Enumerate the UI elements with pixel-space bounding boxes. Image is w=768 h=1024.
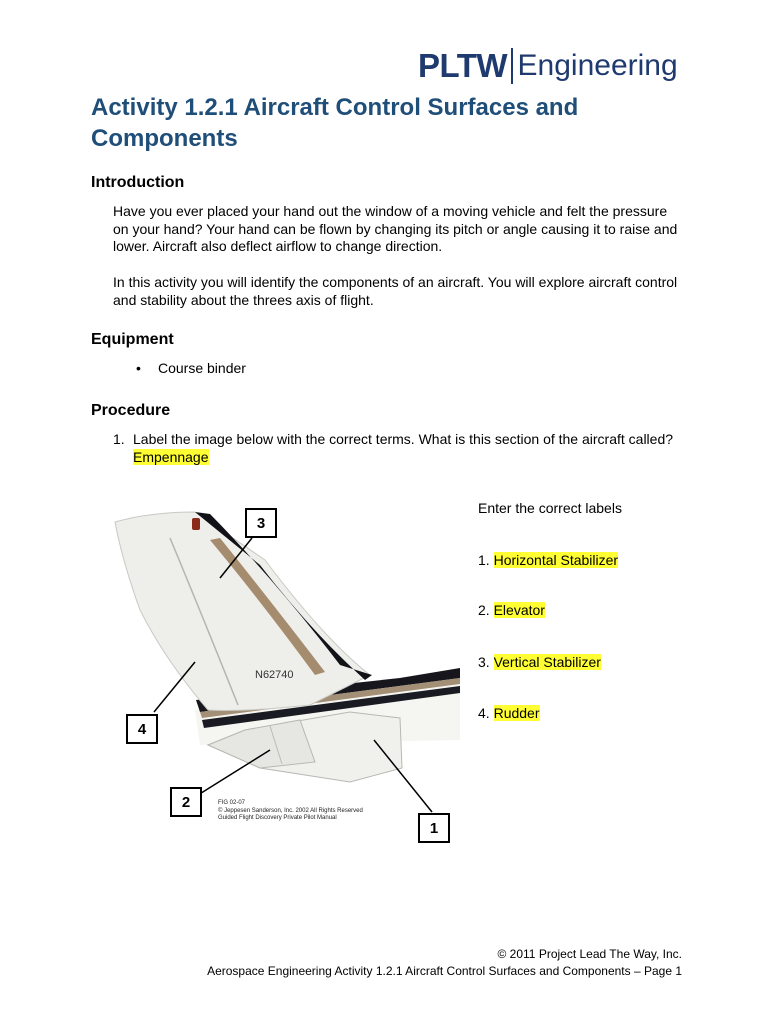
procedure-step-body	[133, 431, 683, 466]
procedure-step	[113, 431, 683, 466]
label-item-2	[478, 602, 545, 618]
pltw-logo	[418, 46, 678, 86]
label-item-1	[478, 552, 618, 568]
introduction-paragraph-1: Have you ever placed your hand out the window of a moving vehicle and felt the pressure on your hand? Your hand can be flown by changing its pitch or angle causing it to raise and lower. Aircraft also deflect airflow to change direction.	[113, 203, 678, 254]
label-answer: Rudder	[493, 705, 540, 721]
figure-credit-line-3: Guided Flight Discovery Private Pilot Manual	[218, 815, 337, 821]
label-answer: Horizontal Stabilizer	[493, 552, 619, 568]
label-number: 3.	[478, 654, 490, 670]
figure-credit-line-2: © Jeppesen Sanderson, Inc. 2002 All Rights Reserved	[218, 807, 363, 814]
equipment-item	[136, 360, 246, 376]
introduction-paragraph-2: In this activity you will identify the components of an aircraft. You will explore aircraft control and stability about the threes axis of flight.	[113, 274, 678, 308]
procedure-step-text: Label the image below with the correct terms. What is this section of the aircraft called?	[133, 431, 674, 447]
beacon-light	[192, 518, 200, 530]
procedure-step-answer: Empennage	[133, 448, 209, 465]
equipment-heading: Equipment	[91, 331, 174, 348]
bullet-icon: •	[136, 360, 141, 376]
label-number: 1.	[478, 552, 490, 568]
callout-1: 1	[418, 813, 450, 843]
registration-text: N62740	[255, 669, 294, 681]
empennage-figure	[110, 500, 460, 850]
label-answer: Vertical Stabilizer	[493, 654, 601, 670]
logo-brand: PLTW	[418, 47, 508, 84]
equipment-item-text: Course binder	[158, 360, 246, 376]
procedure-step-number: 1.	[113, 431, 125, 447]
page-footer	[207, 946, 682, 980]
page-title: Activity 1.2.1 Aircraft Control Surfaces and Components	[91, 94, 579, 152]
label-answer: Elevator	[493, 602, 545, 618]
figure-credit	[218, 800, 418, 823]
introduction-heading: Introduction	[91, 174, 185, 191]
label-number: 2.	[478, 602, 490, 618]
procedure-heading: Procedure	[91, 402, 171, 419]
label-item-3	[478, 654, 601, 670]
footer-page-line: Aerospace Engineering Activity 1.2.1 Aircraft Control Surfaces and Components – Page 1	[207, 964, 682, 978]
footer-copyright: © 2011 Project Lead The Way, Inc.	[497, 947, 682, 961]
callout-4: 4	[126, 714, 158, 744]
logo-divider	[511, 48, 513, 84]
label-item-4	[478, 705, 540, 721]
callout-3: 3	[245, 508, 277, 538]
label-number: 4.	[478, 705, 490, 721]
vertical-stabilizer	[115, 512, 370, 710]
labels-title: Enter the correct labels	[478, 500, 622, 516]
figure-credit-line-1: FIG 02-07	[218, 800, 246, 806]
logo-program: Engineering	[517, 49, 678, 82]
callout-2: 2	[170, 787, 202, 817]
